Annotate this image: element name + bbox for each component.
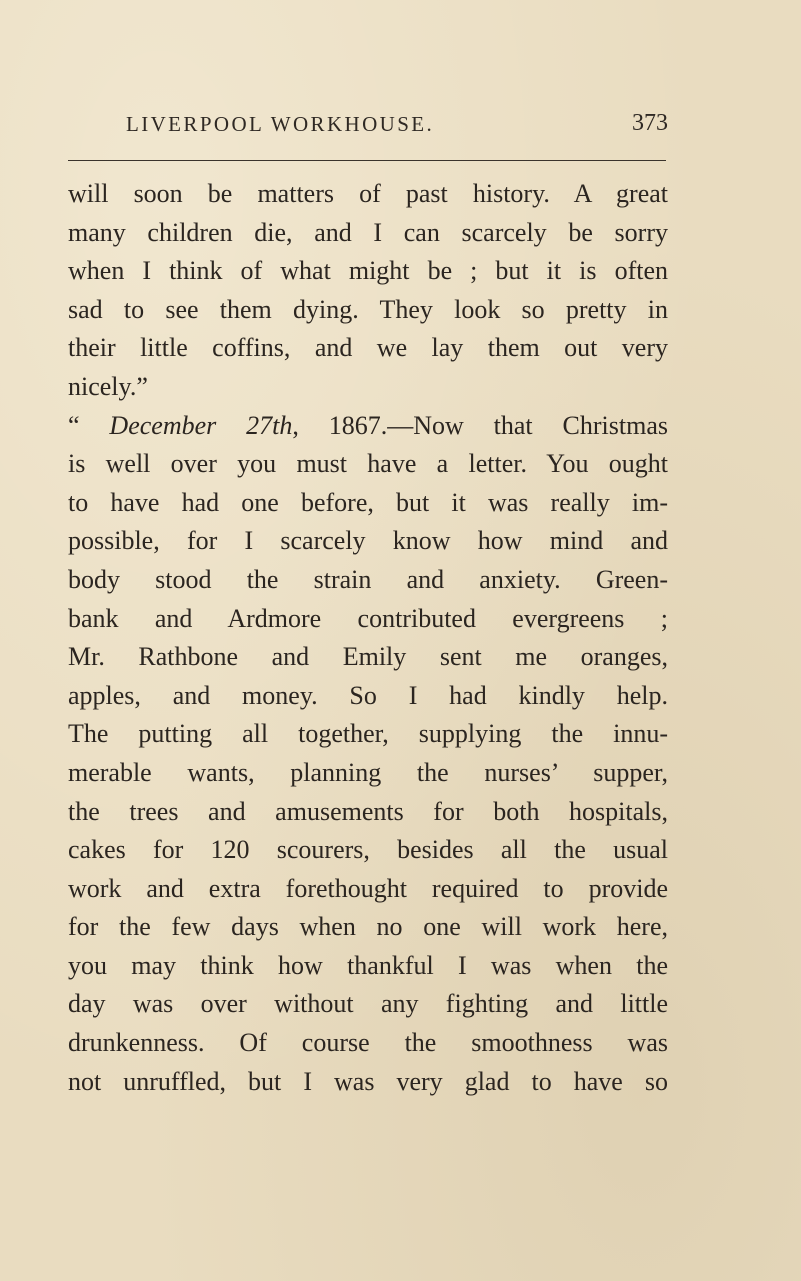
text-line: Mr. Rathbone and Emily sent me oranges,	[68, 642, 668, 672]
date-italic: December 27th	[109, 410, 293, 440]
text-line: sad to see them dying. They look so pretty in	[68, 294, 668, 324]
text-line: apples, and money. So I had kindly help.	[68, 680, 668, 710]
body-text	[68, 175, 668, 1101]
text-line: is well over you must have a letter. You ought	[68, 449, 668, 479]
text-line: the trees and amusements for both hospitals,	[68, 796, 668, 826]
text-line: you may think how thankful I was when the	[68, 950, 668, 980]
text-line: The putting all together, supplying the innu-	[68, 719, 668, 749]
text-line: merable wants, planning the nurses’ supper,	[68, 757, 668, 787]
text-line: possible, for I scarcely know how mind and	[68, 526, 668, 556]
text-line: body stood the strain and anxiety. Green-	[68, 564, 668, 594]
text-line: to have had one before, but it was really im-	[68, 487, 668, 517]
text-line: will soon be matters of past history. A great	[68, 179, 668, 208]
running-title: LIVERPOOL WORKHOUSE.	[126, 112, 435, 136]
text-line: not unruffled, but I was very glad to have so	[68, 1066, 668, 1096]
text-line: work and extra forethought required to provide	[68, 873, 668, 903]
text-line-dated: “ December 27th, 1867.—Now that Christmas	[68, 410, 668, 440]
text-line: for the few days when no one will work here,	[68, 912, 668, 942]
text-line: their little coffins, and we lay them out very	[68, 333, 668, 363]
text-line: bank and Ardmore contributed evergreens ;	[68, 603, 668, 633]
text-line: many children die, and I can scarcely be sorry	[68, 217, 668, 247]
page-number: 373	[632, 110, 668, 136]
text-line: drunkenness. Of course the smoothness was	[68, 1028, 668, 1058]
running-head	[68, 112, 668, 146]
header-rule	[68, 160, 666, 161]
text-line: nicely.”	[68, 371, 148, 401]
text-line: day was over without any fighting and little	[68, 989, 668, 1019]
text-line: when I think of what might be ; but it is often	[68, 256, 668, 286]
text-line: cakes for 120 scourers, besides all the usual	[68, 835, 668, 865]
